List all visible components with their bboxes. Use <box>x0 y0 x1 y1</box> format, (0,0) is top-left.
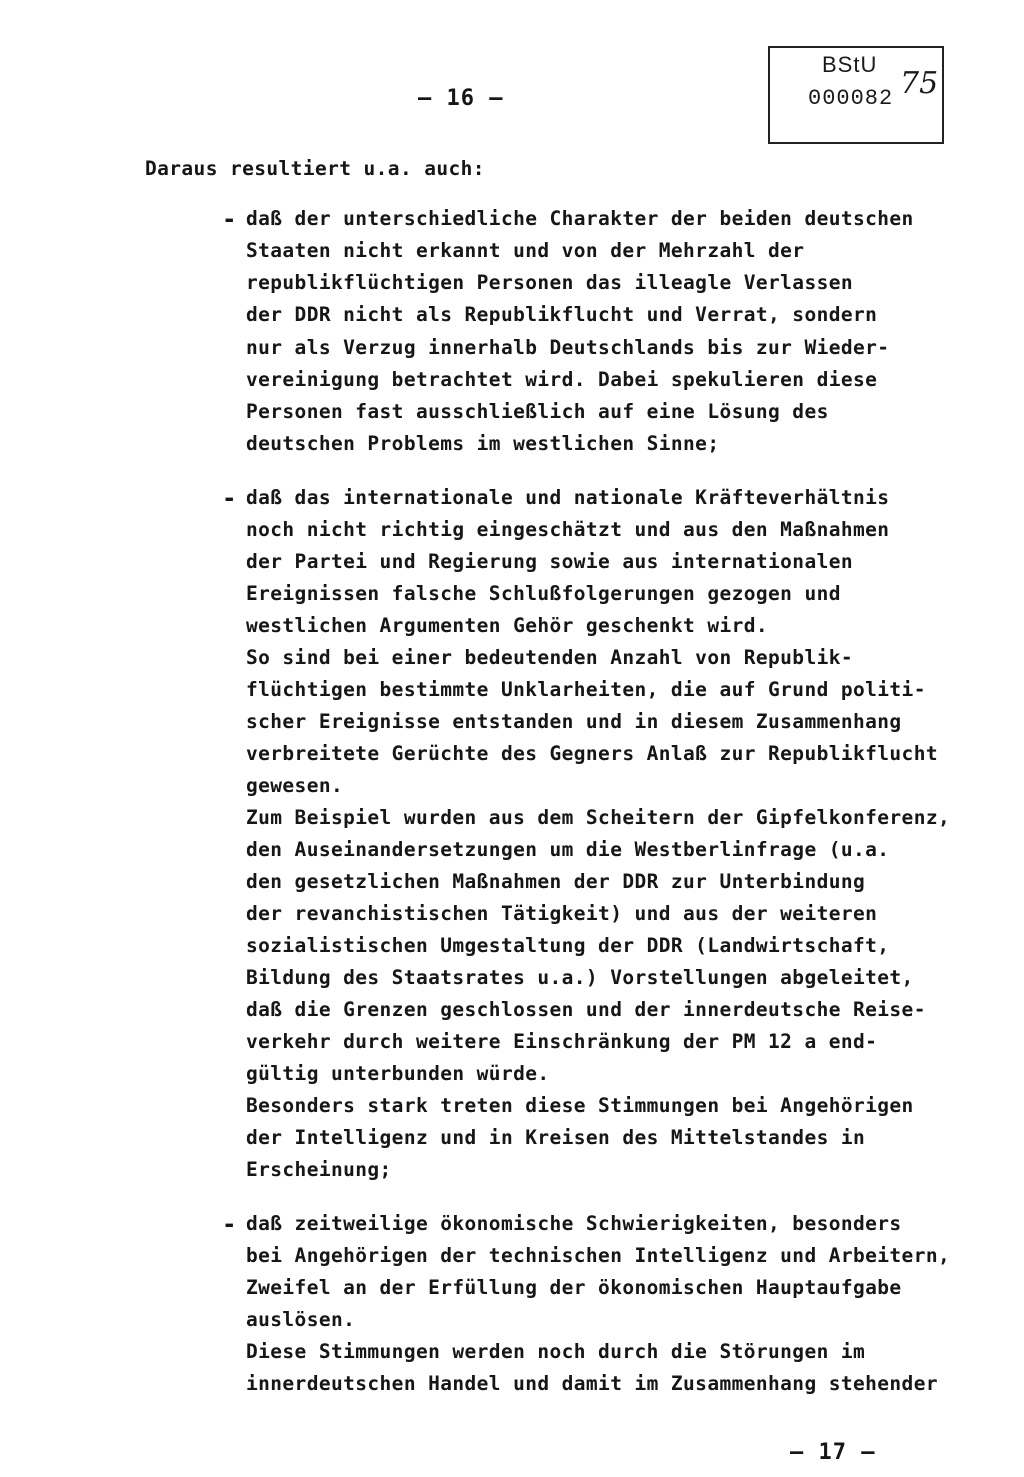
text-line: den Auseinandersetzungen um die Westberlinfrage (u.a. <box>246 838 890 861</box>
text-line: Zum Beispiel wurden aus dem Scheitern der Gipfelkonferenz, <box>246 806 951 829</box>
text-line: der Partei und Regierung sowie aus internationalen <box>246 550 853 573</box>
text-line: den gesetzlichen Maßnahmen der DDR zur Unterbindung <box>246 870 866 893</box>
text-line: sozialistischen Umgestaltung der DDR (Landwirtschaft, <box>246 934 890 957</box>
text-line: verkehr durch weitere Einschränkung der PM 12 a end- <box>246 1030 878 1053</box>
text-line: Staaten nicht erkannt und von der Mehrzahl der <box>246 239 805 262</box>
text-line: Diese Stimmungen werden noch durch die Störungen im <box>246 1340 866 1363</box>
text-line: scher Ereignisse entstanden und in diesem Zusammenhang <box>246 710 902 733</box>
text-line: bei Angehörigen der technischen Intelligenz und Arbeitern, <box>246 1244 951 1267</box>
text-line: daß die Grenzen geschlossen und der innerdeutsche Reise- <box>246 998 926 1021</box>
text-line: nur als Verzug innerhalb Deutschlands bis zur Wieder- <box>246 336 890 359</box>
text-line: Bildung des Staatsrates u.a.) Vorstellungen abgeleitet, <box>246 966 914 989</box>
text-line: der DDR nicht als Republikflucht und Verrat, sondern <box>246 303 878 326</box>
page-number-next: – 17 – <box>790 1440 876 1465</box>
bullet-marker: - <box>222 1210 237 1238</box>
text-line: noch nicht richtig eingeschätzt und aus den Maßnahmen <box>246 518 890 541</box>
text-line: daß der unterschiedliche Charakter der beiden deutschen <box>246 207 914 230</box>
text-line: daß das internationale und nationale Kräfteverhältnis <box>246 486 890 509</box>
text-line: So sind bei einer bedeutenden Anzahl von Republik- <box>246 646 853 669</box>
stamp-org: BStU <box>822 52 878 77</box>
text-line: Ereignissen falsche Schlußfolgerungen gezogen und <box>246 582 841 605</box>
archive-stamp <box>768 46 944 144</box>
text-line: innerdeutschen Handel und damit im Zusammenhang stehender <box>246 1372 938 1395</box>
stamp-number: 000082 <box>808 86 894 111</box>
intro-line: Daraus resultiert u.a. auch: <box>145 157 485 180</box>
text-line: daß zeitweilige ökonomische Schwierigkeiten, besonders <box>246 1212 902 1235</box>
text-line: Erscheinung; <box>246 1158 392 1181</box>
text-line: Zweifel an der Erfüllung der ökonomischen Hauptaufgabe <box>246 1276 902 1299</box>
text-line: auslösen. <box>246 1308 356 1331</box>
text-line: vereinigung betrachtet wird. Dabei spekulieren diese <box>246 368 878 391</box>
page-number-top: – 16 – <box>418 86 504 111</box>
text-line: Besonders stark treten diese Stimmungen bei Angehörigen <box>246 1094 914 1117</box>
text-line: flüchtigen bestimmte Unklarheiten, die auf Grund politi- <box>246 678 926 701</box>
stamp-handwritten-number: 75 <box>900 66 939 101</box>
text-line: republikflüchtigen Personen das illeagle Verlassen <box>246 271 853 294</box>
text-line: Personen fast ausschließlich auf eine Lösung des <box>246 400 829 423</box>
text-line: verbreitete Gerüchte des Gegners Anlaß zur Republikflucht <box>246 742 938 765</box>
text-line: deutschen Problems im westlichen Sinne; <box>246 432 720 455</box>
text-line: westlichen Argumenten Gehör geschenkt wird. <box>246 614 769 637</box>
bullet-marker: - <box>222 205 237 233</box>
bullet-marker: - <box>222 484 237 512</box>
text-line: der revanchistischen Tätigkeit) und aus der weiteren <box>246 902 878 925</box>
text-line: der Intelligenz und in Kreisen des Mittelstandes in <box>246 1126 866 1149</box>
text-line: gewesen. <box>246 774 344 797</box>
text-line: gültig unterbunden würde. <box>246 1062 550 1085</box>
